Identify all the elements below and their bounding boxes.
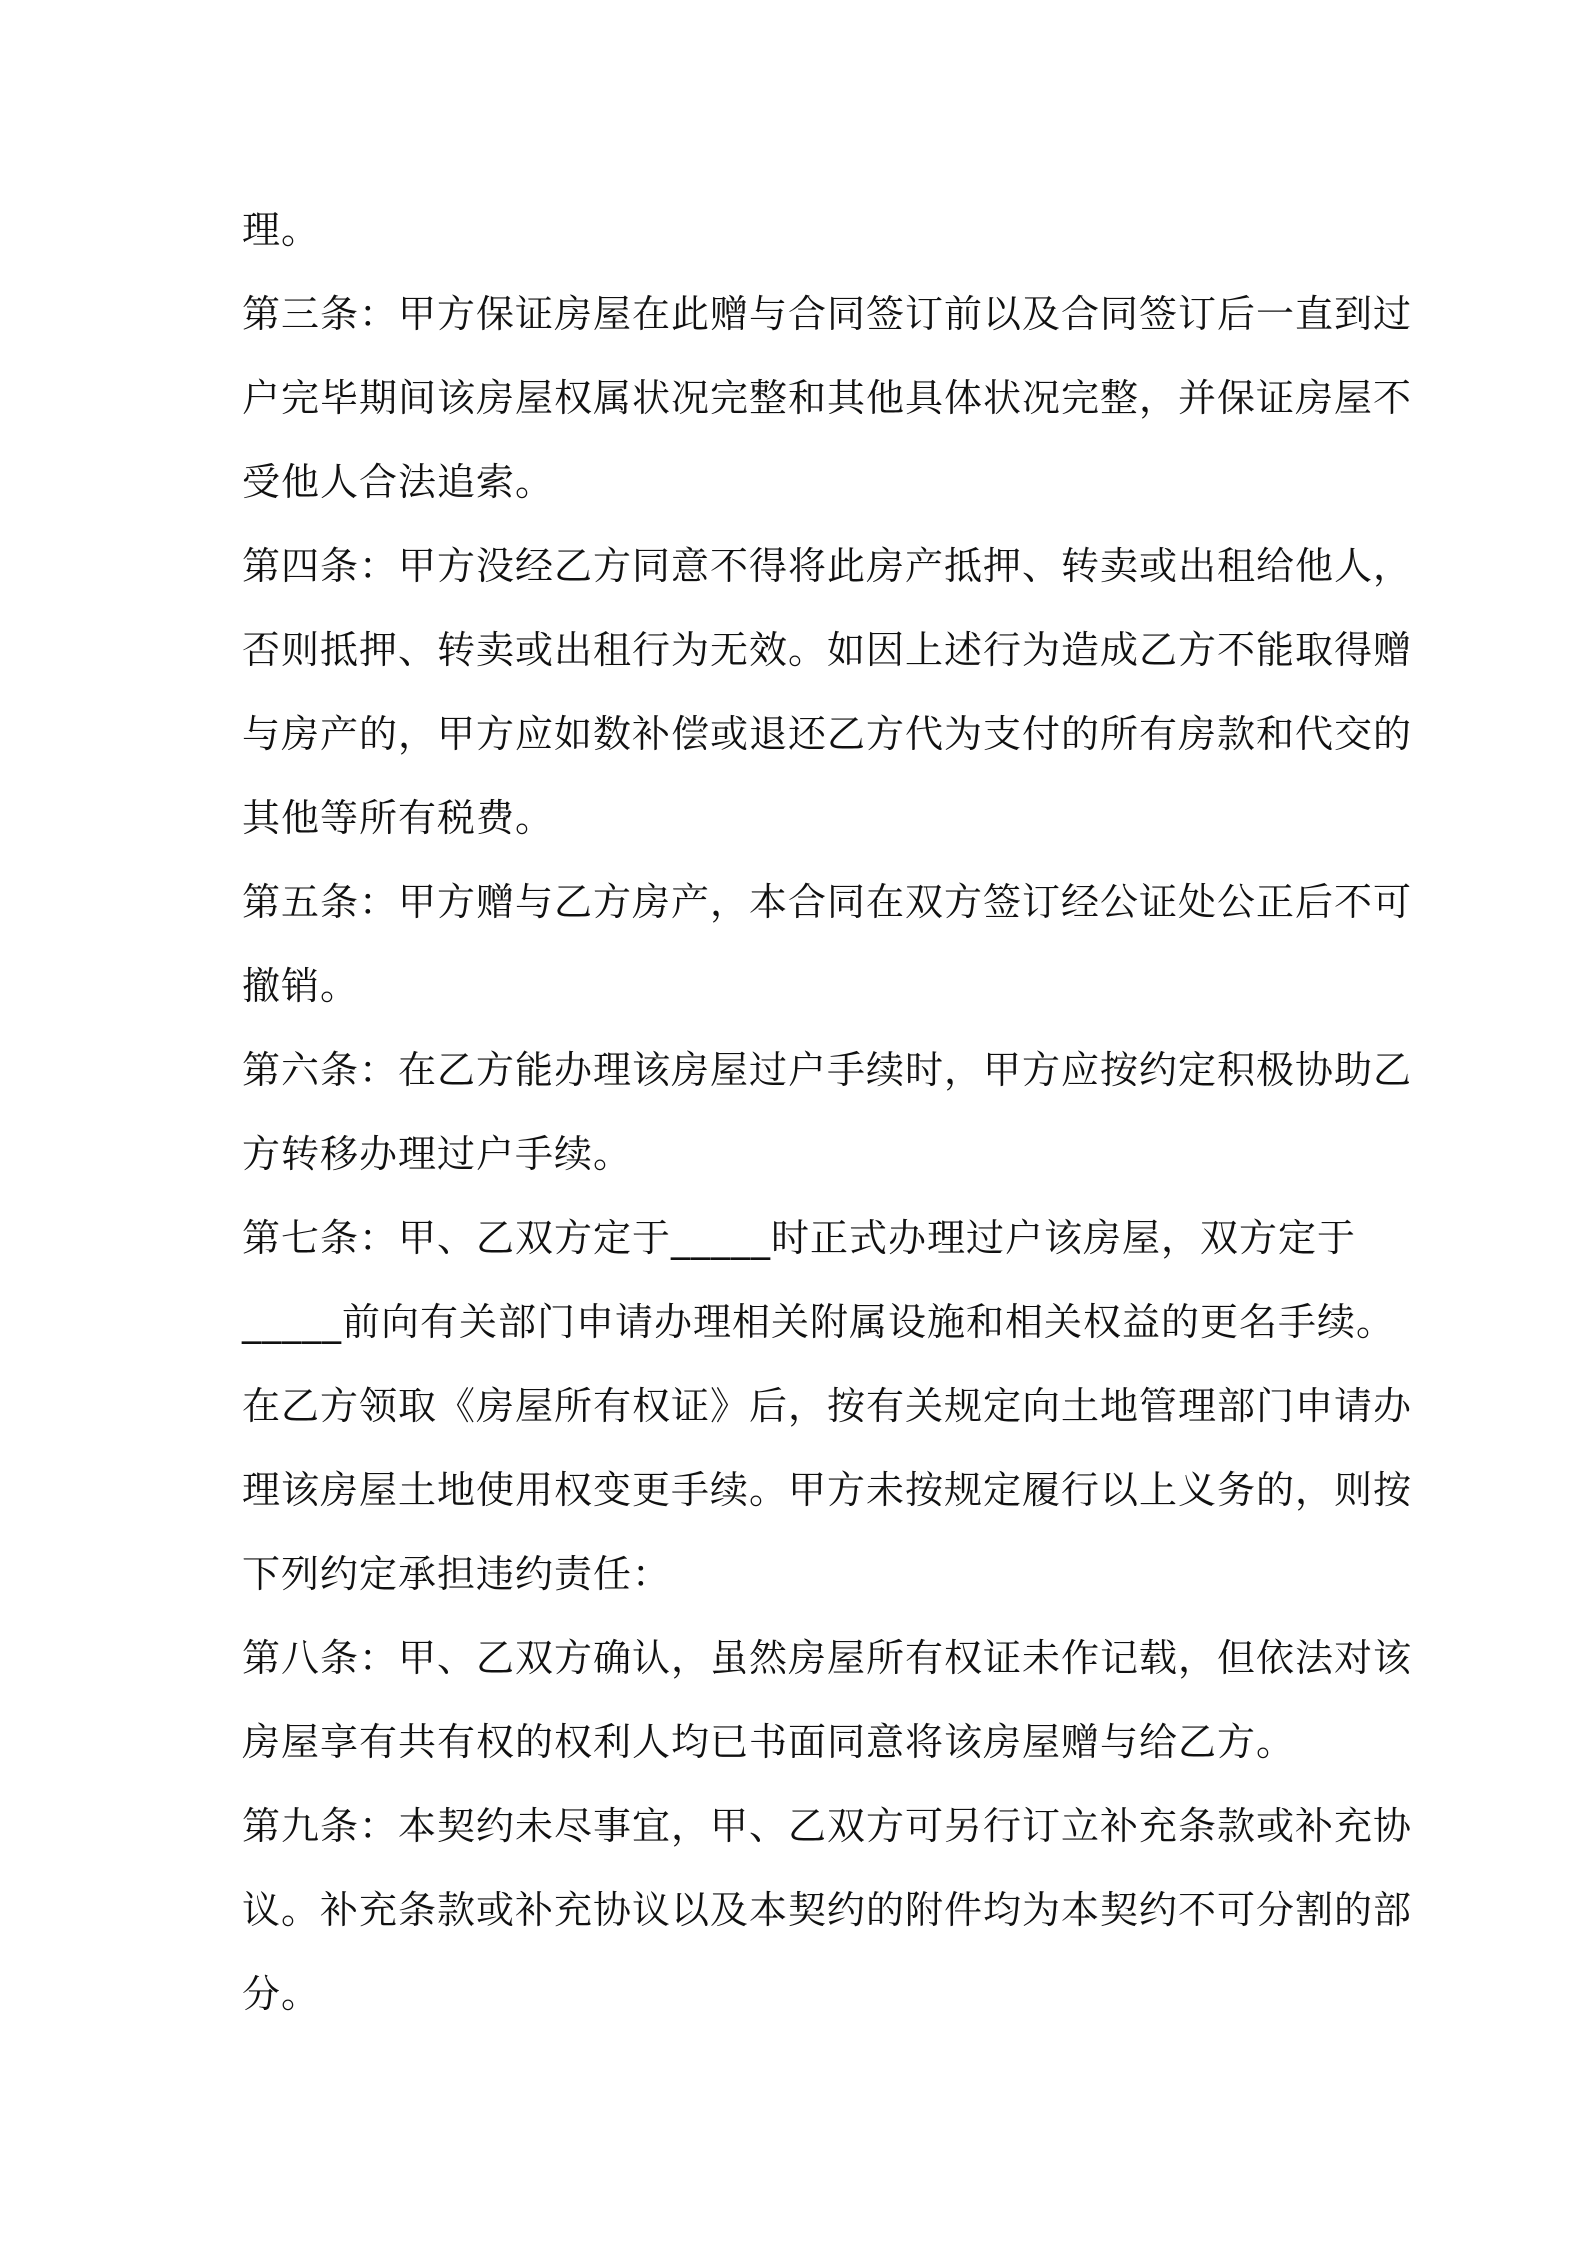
text-line: 第六条：在乙方能办理该房屋过户手续时，甲方应按约定积极协助乙 — [242, 1048, 1413, 1092]
text-line: 理。 — [242, 208, 321, 252]
text-line: _____前向有关部门申请办理相关附属设施和相关权益的更名手续。 — [242, 1300, 1396, 1344]
text-line: 分。 — [242, 1972, 321, 2016]
text-line: 否则抵押、转卖或出租行为无效。如因上述行为造成乙方不能取得赠 — [242, 628, 1413, 672]
text-line: 第八条：甲、乙双方确认，虽然房屋所有权证未作记载，但依法对该 — [242, 1636, 1413, 1680]
text-line: 方转移办理过户手续。 — [242, 1132, 633, 1176]
text-line: 受他人合法追索。 — [242, 460, 555, 504]
text-line: 议。补充条款或补充协议以及本契约的附件均为本契约不可分割的部 — [242, 1888, 1413, 1932]
text-line: 撤销。 — [242, 964, 360, 1008]
text-line: 房屋享有共有权的权利人均已书面同意将该房屋赠与给乙方。 — [242, 1720, 1296, 1764]
text-line: 第三条：甲方保证房屋在此赠与合同签订前以及合同签订后一直到过 — [242, 292, 1413, 336]
text-line: 其他等所有税费。 — [242, 796, 555, 840]
text-line: 第七条：甲、乙双方定于_____时正式办理过户该房屋，双方定于 — [242, 1216, 1357, 1260]
text-line: 第九条：本契约未尽事宜，甲、乙双方可另行订立补充条款或补充协 — [242, 1804, 1413, 1848]
text-line: 理该房屋土地使用权变更手续。甲方未按规定履行以上义务的，则按 — [242, 1468, 1413, 1512]
text-line: 下列约定承担违约责任： — [242, 1552, 672, 1596]
text-line: 户完毕期间该房屋权属状况完整和其他具体状况完整，并保证房屋不 — [242, 376, 1413, 420]
contract-text — [242, 188, 1413, 2036]
text-line: 第四条：甲方没经乙方同意不得将此房产抵押、转卖或出租给他人， — [242, 544, 1413, 588]
text-line: 与房产的，甲方应如数补偿或退还乙方代为支付的所有房款和代交的 — [242, 712, 1413, 756]
text-line: 在乙方领取《房屋所有权证》后，按有关规定向土地管理部门申请办 — [242, 1384, 1413, 1428]
text-line: 第五条：甲方赠与乙方房产，本合同在双方签订经公证处公正后不可 — [242, 880, 1413, 924]
